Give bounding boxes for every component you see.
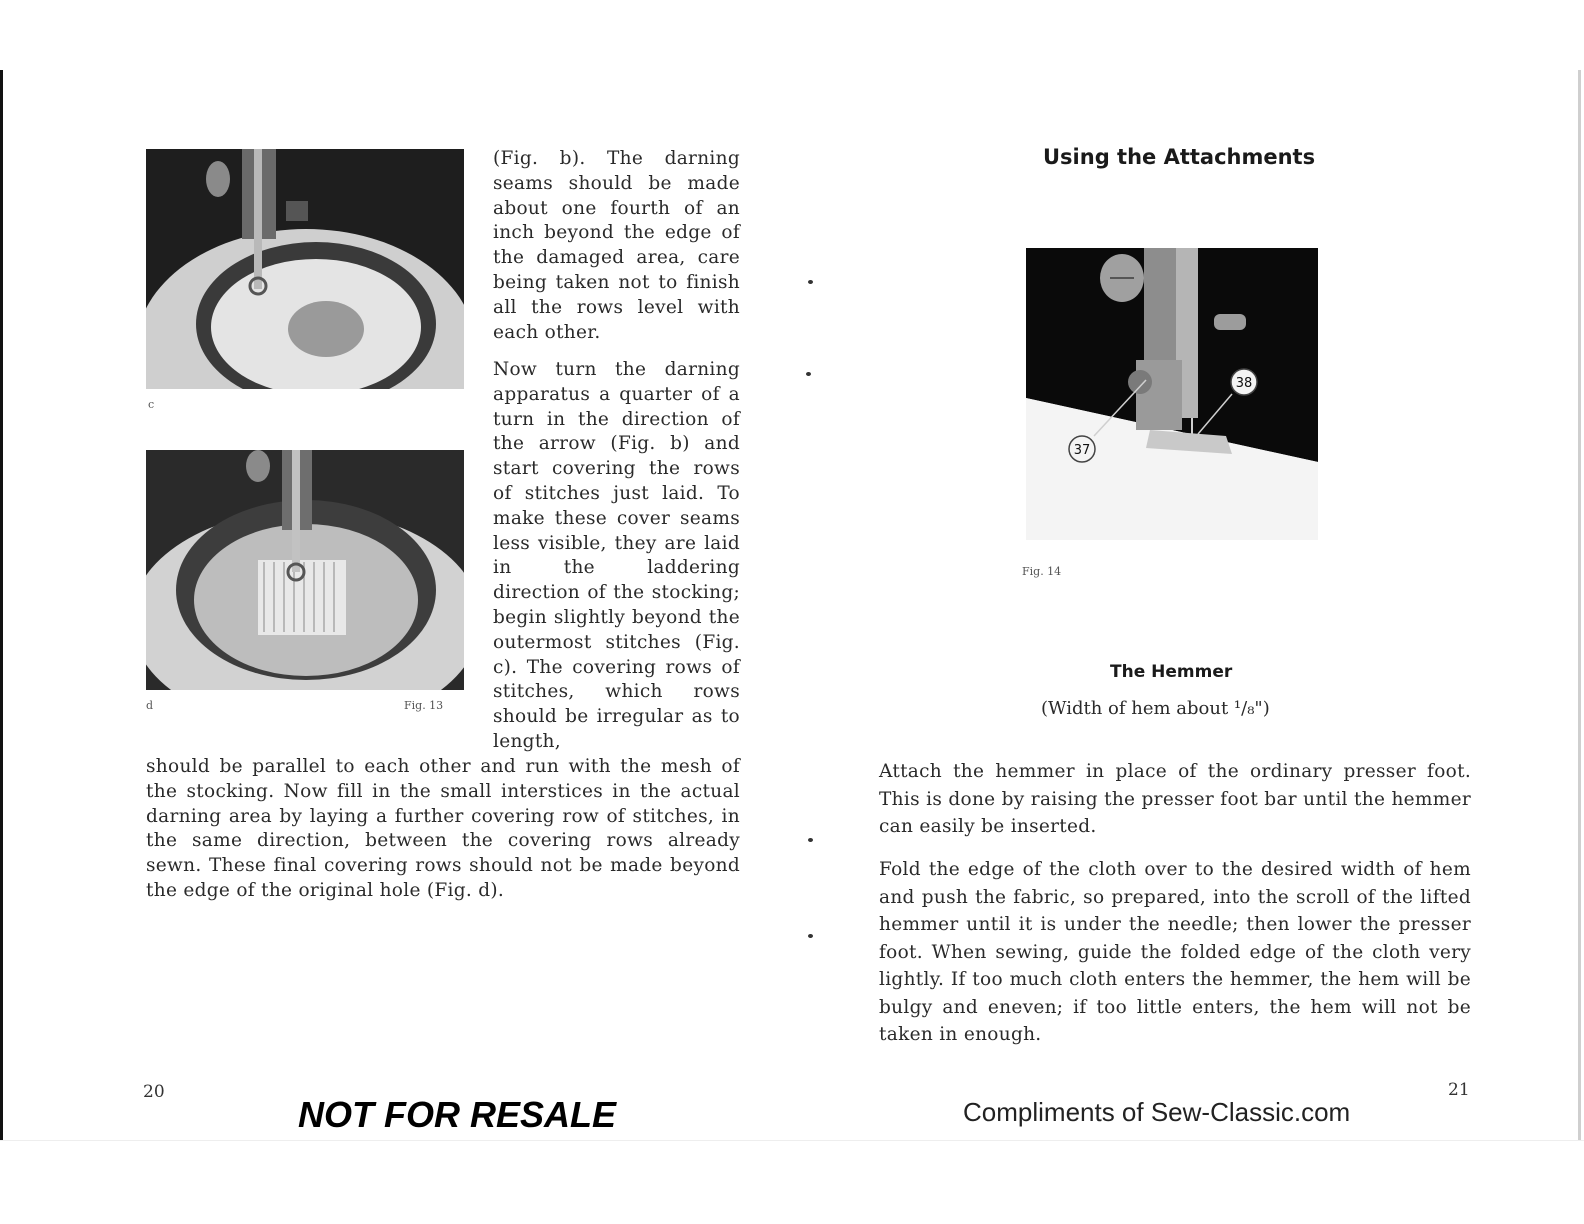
right-paragraph-2: Fold the edge of the cloth over to the desired width of hem and push the fabric, so prepared, into the scroll of the lifted hemmer until it is under the needle; then lower the presser foot. When sewing, guide the folded edge of the cloth very lightly. If too much cloth enters the hemmer, the hem will be bulgy and eneven; if too little enters, the hem will not be taken in enough.	[879, 859, 1471, 1045]
hemmer-heading: The Hemmer	[1110, 662, 1233, 682]
page-number-right: 21	[1448, 1080, 1470, 1100]
left-paragraph-1: (Fig. b). The darning seams should be made about one fourth of an inch beyond the edge of the damaged area, care being taken not to finish all the rows level with each other.	[493, 148, 740, 343]
presser-foot-photo	[1026, 248, 1318, 540]
gutter-speck	[806, 372, 811, 376]
fig-c-label: c	[148, 398, 155, 411]
gutter-speck	[808, 280, 813, 284]
hemmer-width-note: (Width of hem about ¹/₈")	[1041, 698, 1270, 719]
sew-classic-credit: Compliments of Sew-Classic.com	[963, 1097, 1351, 1127]
section-heading: Using the Attachments	[1043, 145, 1316, 169]
callout-37: 37	[1073, 443, 1091, 458]
page-bottom-line	[0, 1140, 1584, 1141]
left-scan-edge	[0, 70, 3, 1140]
left-paragraph-3: should be parallel to each other and run with the mesh of the stocking. Now fill in the small interstices in the actual darning area by laying a further covering row of stitches, in the same direction, between the covering rows already sewn. These final covering rows should not be made beyond the edge of the original hole (Fig. d).	[146, 756, 740, 901]
gutter-speck	[808, 934, 813, 938]
fig-d-label: d	[146, 699, 154, 712]
darning-photo-c	[146, 149, 464, 389]
right-paragraph-1: Attach the hemmer in place of the ordinary presser foot. This is done by raising the presser foot bar until the hemmer can easily be inserted.	[879, 761, 1471, 837]
right-scan-edge	[1578, 70, 1581, 1140]
not-for-resale-stamp: NOT FOR RESALE	[298, 1094, 617, 1135]
page-number-left: 20	[143, 1082, 165, 1102]
fig-14-label: Fig. 14	[1022, 565, 1062, 578]
fig-13-label: Fig. 13	[404, 699, 444, 712]
gutter-speck	[808, 838, 813, 842]
callout-38: 38	[1235, 376, 1253, 391]
darning-photo-d	[146, 450, 464, 690]
left-paragraph-2: Now turn the darning apparatus a quarter of a turn in the direction of the arrow (Fig. b) and start covering the rows of stitches just laid. To make these cover seams less visible, they are laid in the laddering direction of the stocking; begin slightly beyond the outermost stitches (Fig. c). The covering rows of stitches, which rows should be irregular as to length,	[493, 359, 740, 752]
